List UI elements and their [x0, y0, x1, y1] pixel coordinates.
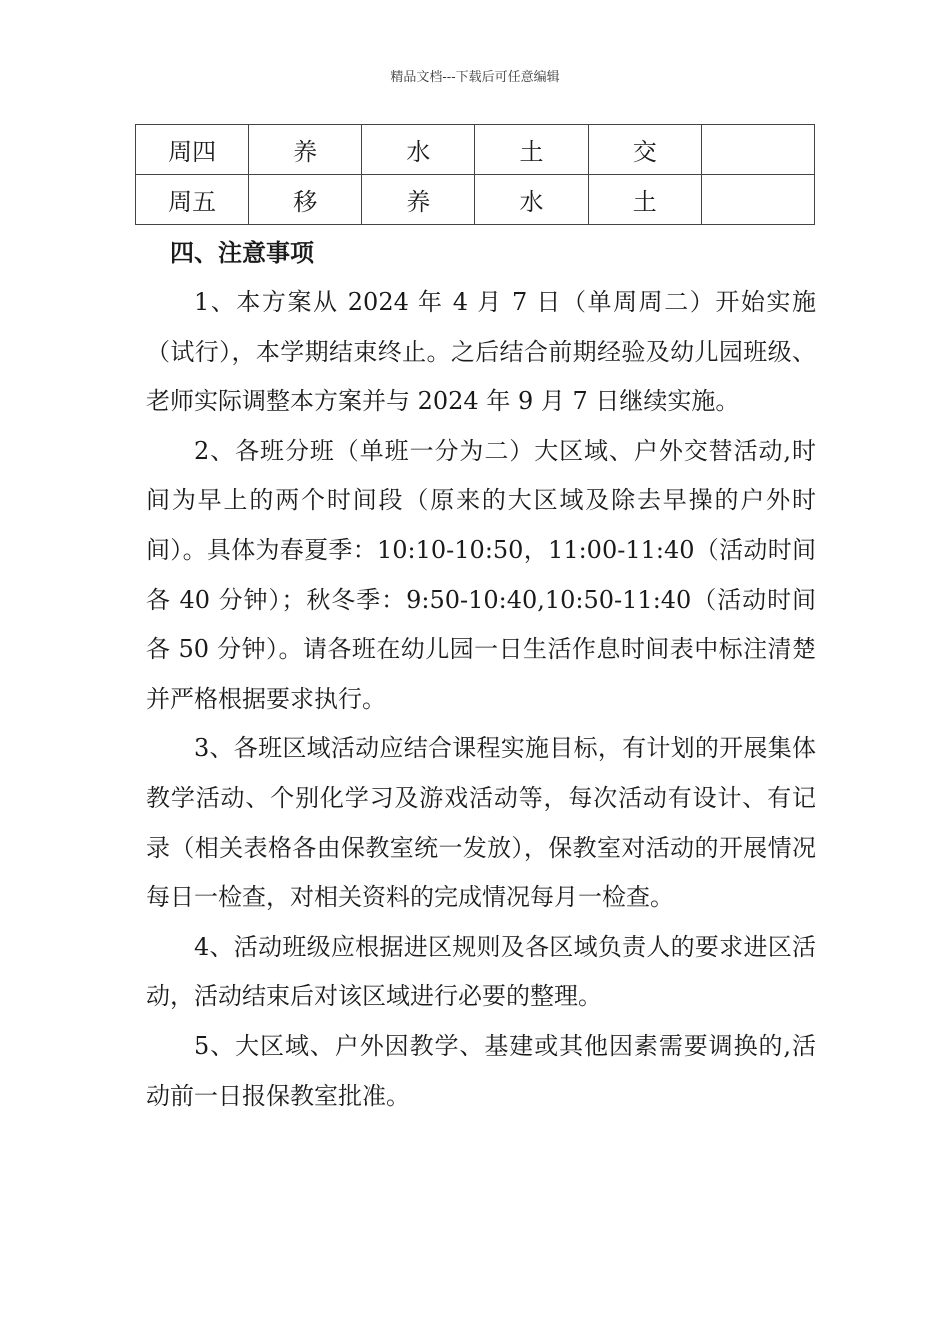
paragraph-5: 5、大区域、户外因教学、基建或其他因素需要调换的,活动前一日报保教室批准。	[146, 1031, 816, 1110]
table-cell: 养	[362, 175, 475, 225]
schedule-table	[135, 124, 815, 225]
table-cell: 土	[475, 125, 588, 175]
table-cell	[701, 175, 814, 225]
paragraph-4: 4、活动班级应根据进区规则及各区域负责人的要求进区活动，活动结束后对该区域进行必要的整理。	[146, 932, 816, 1011]
table-cell: 交	[588, 125, 701, 175]
table-row	[136, 125, 815, 175]
table-cell: 水	[362, 125, 475, 175]
table-cell	[701, 125, 814, 175]
document-body	[146, 228, 816, 1121]
paragraph-3: 3、各班区域活动应结合课程实施目标，有计划的开展集体教学活动、个别化学习及游戏活动等，每次活动有设计、有记录（相关表格各由保教室统一发放），保教室对活动的开展情况每日一检查，对相关资料的完成情况每月一检查。	[146, 734, 816, 912]
table-cell: 移	[249, 175, 362, 225]
table-cell: 水	[475, 175, 588, 225]
table-cell: 周五	[136, 175, 249, 225]
paragraph-2: 2、各班分班（单班一分为二）大区域、户外交替活动,时间为早上的两个时间段（原来的大区域及除去早操的户外时间）。具体为春夏季：10:10-10:50，11:00-11:40（活动时间各 40 分钟）；秋冬季：9:50-10:40,10:50-11:40（活动时间各 50 分钟）。请各班在幼儿园一日生活作息时间表中标注清楚并严格根据要求执行。	[146, 436, 816, 713]
page-header-note: 精品文档---下载后可任意编辑	[390, 70, 560, 85]
section-title: 四、注意事项	[170, 238, 314, 267]
table-cell: 土	[588, 175, 701, 225]
table-cell: 养	[249, 125, 362, 175]
paragraph-1: 1、本方案从 2024 年 4 月 7 日（单周周二）开始实施（试行），本学期结束终止。之后结合前期经验及幼儿园班级、老师实际调整本方案并与 2024 年 9 月 7 日继续实施。	[146, 288, 816, 416]
table-cell: 周四	[136, 125, 249, 175]
table-row	[136, 175, 815, 225]
